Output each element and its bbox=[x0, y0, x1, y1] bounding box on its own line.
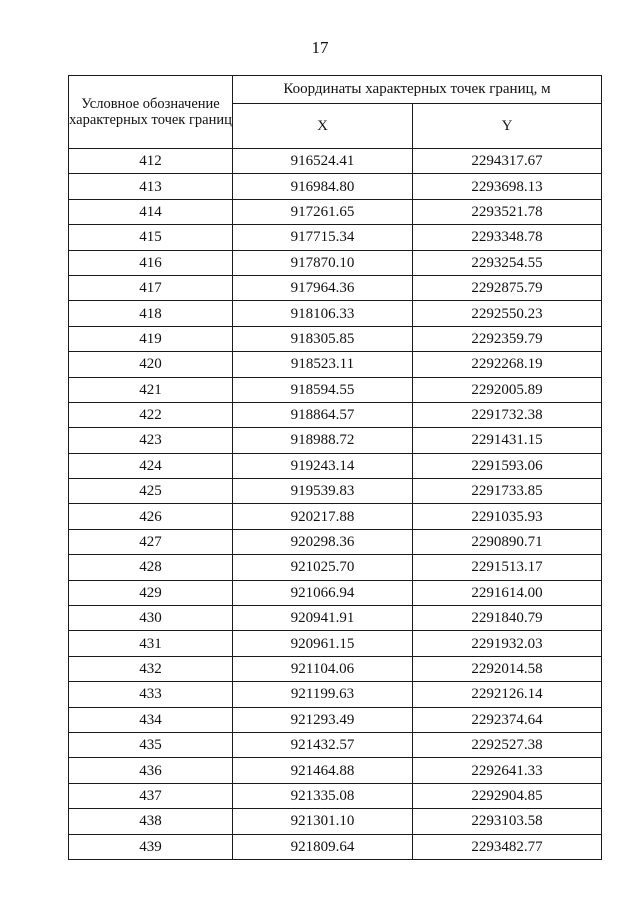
table-row bbox=[69, 656, 602, 681]
x-coordinate-cell: 918305.85 bbox=[233, 326, 413, 351]
header-y: Y bbox=[413, 104, 602, 149]
y-coordinate-cell: 2292550.23 bbox=[413, 301, 602, 326]
x-coordinate-cell: 917964.36 bbox=[233, 275, 413, 300]
table-row bbox=[69, 783, 602, 808]
x-coordinate-cell: 916524.41 bbox=[233, 149, 413, 174]
point-id-cell: 428 bbox=[69, 555, 233, 580]
point-id-cell: 425 bbox=[69, 479, 233, 504]
point-id-cell: 415 bbox=[69, 225, 233, 250]
table-row bbox=[69, 479, 602, 504]
table-row bbox=[69, 580, 602, 605]
table-row bbox=[69, 275, 602, 300]
y-coordinate-cell: 2293103.58 bbox=[413, 809, 602, 834]
y-coordinate-cell: 2292904.85 bbox=[413, 783, 602, 808]
x-coordinate-cell: 921025.70 bbox=[233, 555, 413, 580]
header-point-label: Условное обозначение характерных точек границ bbox=[69, 76, 233, 149]
table-row bbox=[69, 149, 602, 174]
table-row bbox=[69, 682, 602, 707]
y-coordinate-cell: 2292268.19 bbox=[413, 352, 602, 377]
y-coordinate-cell: 2291035.93 bbox=[413, 504, 602, 529]
x-coordinate-cell: 920298.36 bbox=[233, 529, 413, 554]
table-row bbox=[69, 301, 602, 326]
x-coordinate-cell: 921066.94 bbox=[233, 580, 413, 605]
table-row bbox=[69, 174, 602, 199]
x-coordinate-cell: 919243.14 bbox=[233, 453, 413, 478]
x-coordinate-cell: 918864.57 bbox=[233, 402, 413, 427]
y-coordinate-cell: 2291593.06 bbox=[413, 453, 602, 478]
point-id-cell: 414 bbox=[69, 199, 233, 224]
x-coordinate-cell: 921301.10 bbox=[233, 809, 413, 834]
x-coordinate-cell: 916984.80 bbox=[233, 174, 413, 199]
x-coordinate-cell: 919539.83 bbox=[233, 479, 413, 504]
table-row bbox=[69, 809, 602, 834]
point-id-cell: 435 bbox=[69, 732, 233, 757]
y-coordinate-cell: 2291732.38 bbox=[413, 402, 602, 427]
y-coordinate-cell: 2291932.03 bbox=[413, 631, 602, 656]
table-header bbox=[69, 76, 602, 149]
table-row bbox=[69, 250, 602, 275]
point-id-cell: 419 bbox=[69, 326, 233, 351]
y-coordinate-cell: 2293254.55 bbox=[413, 250, 602, 275]
table-row bbox=[69, 199, 602, 224]
table-row bbox=[69, 504, 602, 529]
y-coordinate-cell: 2294317.67 bbox=[413, 149, 602, 174]
point-id-cell: 412 bbox=[69, 149, 233, 174]
x-coordinate-cell: 920941.91 bbox=[233, 606, 413, 631]
x-coordinate-cell: 918106.33 bbox=[233, 301, 413, 326]
y-coordinate-cell: 2291431.15 bbox=[413, 428, 602, 453]
x-coordinate-cell: 921293.49 bbox=[233, 707, 413, 732]
table-row bbox=[69, 834, 602, 859]
table-row bbox=[69, 326, 602, 351]
y-coordinate-cell: 2292641.33 bbox=[413, 758, 602, 783]
point-id-cell: 420 bbox=[69, 352, 233, 377]
point-id-cell: 430 bbox=[69, 606, 233, 631]
point-id-cell: 417 bbox=[69, 275, 233, 300]
y-coordinate-cell: 2292374.64 bbox=[413, 707, 602, 732]
y-coordinate-cell: 2293482.77 bbox=[413, 834, 602, 859]
point-id-cell: 433 bbox=[69, 682, 233, 707]
y-coordinate-cell: 2292005.89 bbox=[413, 377, 602, 402]
y-coordinate-cell: 2292126.14 bbox=[413, 682, 602, 707]
table-row bbox=[69, 555, 602, 580]
x-coordinate-cell: 921335.08 bbox=[233, 783, 413, 808]
table-body bbox=[69, 149, 602, 860]
table-row bbox=[69, 225, 602, 250]
y-coordinate-cell: 2290890.71 bbox=[413, 529, 602, 554]
point-id-cell: 427 bbox=[69, 529, 233, 554]
table-row bbox=[69, 352, 602, 377]
y-coordinate-cell: 2293348.78 bbox=[413, 225, 602, 250]
x-coordinate-cell: 921464.88 bbox=[233, 758, 413, 783]
x-coordinate-cell: 921199.63 bbox=[233, 682, 413, 707]
x-coordinate-cell: 921104.06 bbox=[233, 656, 413, 681]
x-coordinate-cell: 921809.64 bbox=[233, 834, 413, 859]
y-coordinate-cell: 2292014.58 bbox=[413, 656, 602, 681]
table-row bbox=[69, 758, 602, 783]
table-row bbox=[69, 402, 602, 427]
y-coordinate-cell: 2291840.79 bbox=[413, 606, 602, 631]
x-coordinate-cell: 920217.88 bbox=[233, 504, 413, 529]
point-id-cell: 413 bbox=[69, 174, 233, 199]
table-row bbox=[69, 732, 602, 757]
point-id-cell: 436 bbox=[69, 758, 233, 783]
point-id-cell: 437 bbox=[69, 783, 233, 808]
point-id-cell: 426 bbox=[69, 504, 233, 529]
y-coordinate-cell: 2291513.17 bbox=[413, 555, 602, 580]
point-id-cell: 418 bbox=[69, 301, 233, 326]
table-row bbox=[69, 606, 602, 631]
point-id-cell: 431 bbox=[69, 631, 233, 656]
table-row bbox=[69, 453, 602, 478]
header-coordinates: Координаты характерных точек границ, м bbox=[233, 76, 602, 104]
point-id-cell: 424 bbox=[69, 453, 233, 478]
x-coordinate-cell: 917715.34 bbox=[233, 225, 413, 250]
y-coordinate-cell: 2292875.79 bbox=[413, 275, 602, 300]
x-coordinate-cell: 917870.10 bbox=[233, 250, 413, 275]
x-coordinate-cell: 920961.15 bbox=[233, 631, 413, 656]
header-x: X bbox=[233, 104, 413, 149]
point-id-cell: 421 bbox=[69, 377, 233, 402]
y-coordinate-cell: 2293698.13 bbox=[413, 174, 602, 199]
x-coordinate-cell: 921432.57 bbox=[233, 732, 413, 757]
x-coordinate-cell: 918988.72 bbox=[233, 428, 413, 453]
y-coordinate-cell: 2293521.78 bbox=[413, 199, 602, 224]
y-coordinate-cell: 2291733.85 bbox=[413, 479, 602, 504]
table-row bbox=[69, 707, 602, 732]
point-id-cell: 432 bbox=[69, 656, 233, 681]
point-id-cell: 423 bbox=[69, 428, 233, 453]
coordinates-table bbox=[68, 75, 602, 860]
y-coordinate-cell: 2292527.38 bbox=[413, 732, 602, 757]
point-id-cell: 429 bbox=[69, 580, 233, 605]
y-coordinate-cell: 2291614.00 bbox=[413, 580, 602, 605]
y-coordinate-cell: 2292359.79 bbox=[413, 326, 602, 351]
table-row bbox=[69, 428, 602, 453]
point-id-cell: 422 bbox=[69, 402, 233, 427]
table-row bbox=[69, 529, 602, 554]
table-row bbox=[69, 377, 602, 402]
table-row bbox=[69, 631, 602, 656]
point-id-cell: 434 bbox=[69, 707, 233, 732]
point-id-cell: 438 bbox=[69, 809, 233, 834]
page-number: 17 bbox=[311, 38, 329, 57]
x-coordinate-cell: 918594.55 bbox=[233, 377, 413, 402]
x-coordinate-cell: 918523.11 bbox=[233, 352, 413, 377]
point-id-cell: 416 bbox=[69, 250, 233, 275]
x-coordinate-cell: 917261.65 bbox=[233, 199, 413, 224]
point-id-cell: 439 bbox=[69, 834, 233, 859]
